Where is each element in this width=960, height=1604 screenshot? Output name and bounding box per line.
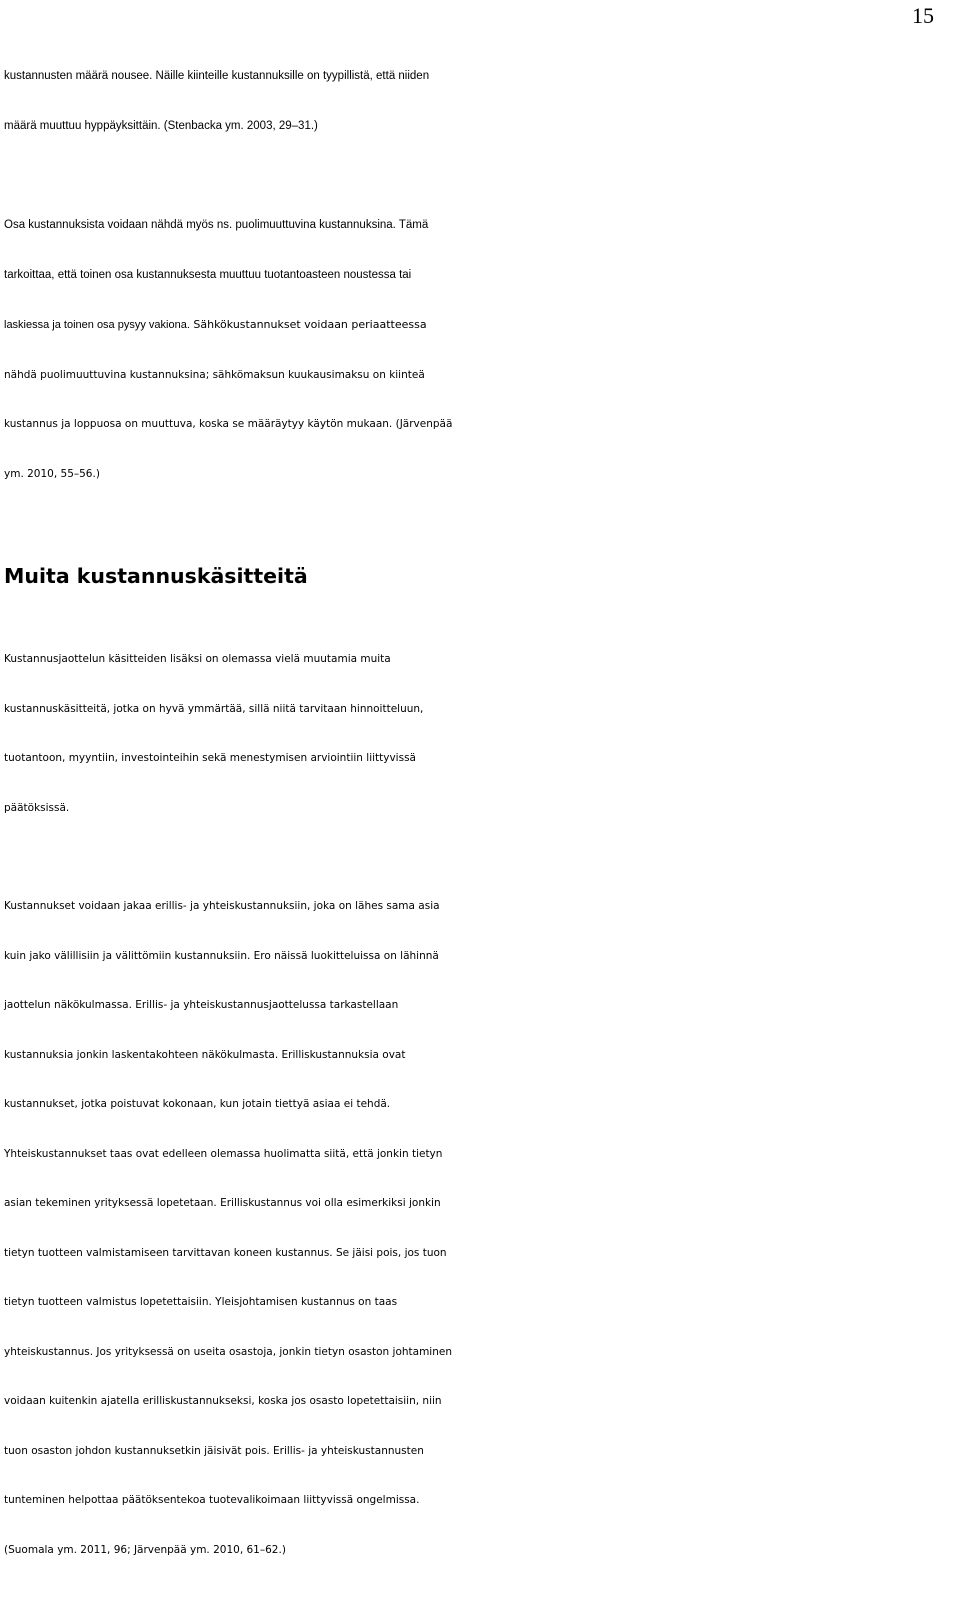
text-line: Kustannukset voidaan jakaa erillis- ja yhteiskustannuksiin, joka on lähes sama asia xyxy=(4,900,440,912)
section-heading: Muita kustannuskäsitteitä xyxy=(4,564,308,588)
text-line: voidaan kuitenkin ajatella erilliskustannukseksi, koska jos osasto lopetettaisiin, niin xyxy=(4,1395,442,1407)
paragraph-other-cost-concepts xyxy=(4,635,944,833)
text-line: ym. 2010, 55–56.) xyxy=(4,467,100,480)
text-line: kustannuskäsitteitä, jotka on hyvä ymmärtää, sillä niitä tarvitaan hinnoitteluun, xyxy=(4,702,424,715)
paragraph-separate-joint-costs xyxy=(4,882,944,1575)
text-segment: laskiessa ja toinen osa pysyy vakiona. xyxy=(4,319,190,331)
page-number: 15 xyxy=(912,3,934,28)
text-line: tietyn tuotteen valmistamiseen tarvittavan koneen kustannus. Se jäisi pois, jos tuon xyxy=(4,1246,447,1259)
text-line: tietyn tuotteen valmistus lopetettaisiin. Yleisjohtamisen kustannus on taas xyxy=(4,1296,398,1308)
text-line: (Suomala ym. 2011, 96; Järvenpää ym. 2010, 61–62.) xyxy=(4,1543,286,1556)
text-line: kuin jako välillisiin ja välittömiin kustannuksiin. Ero näissä luokitteluissa on lähinnä xyxy=(4,949,439,962)
text-line: tuotantoon, myyntiin, investointeihin sekä menestymisen arviointiin liittyvissä xyxy=(4,752,416,764)
text-line: Osa kustannuksista voidaan nähdä myös ns. puolimuuttuvina kustannuksina. Tämä xyxy=(4,219,429,231)
text-line: määrä muuttuu hyppäyksittäin. (Stenbacka ym. 2003, 29–31.) xyxy=(4,119,318,132)
text-line: nähdä puolimuuttuvina kustannuksina; sähkömaksun kuukausimaksu on kiinteä xyxy=(4,368,425,381)
text-line: Kustannusjaottelun käsitteiden lisäksi on olemassa vielä muutamia muita xyxy=(4,653,391,665)
text-line: kustannuksia jonkin laskentakohteen näkökulmasta. Erilliskustannuksia ovat xyxy=(4,1048,406,1061)
text-line-mixed xyxy=(4,300,944,351)
paragraph-fixed-costs xyxy=(4,52,944,151)
text-segment: Sähkökustannukset voidaan periaatteessa xyxy=(189,318,427,331)
text-line: kustannus ja loppuosa on muuttuva, koska se määräytyy käytön mukaan. (Järvenpää xyxy=(4,418,453,430)
text-line: tuon osaston johdon kustannuksetkin jäisivät pois. Erillis- ja yhteiskustannusten xyxy=(4,1444,424,1457)
paragraph-semi-variable-costs xyxy=(4,201,944,499)
text-line: päätöksissä. xyxy=(4,801,70,814)
text-line: Yhteiskustannukset taas ovat edelleen olemassa huolimatta siitä, että jonkin tietyn xyxy=(4,1147,443,1160)
text-line: kustannukset, jotka poistuvat kokonaan, kun jotain tiettyä asiaa ei tehdä. xyxy=(4,1098,391,1110)
text-line: tarkoittaa, että toinen osa kustannuksesta muuttuu tuotantoasteen noustessa tai xyxy=(4,268,412,281)
text-line: yhteiskustannus. Jos yrityksessä on useita osastoja, jonkin tietyn osaston johtaminen xyxy=(4,1345,452,1358)
text-line: jaottelun näkökulmassa. Erillis- ja yhteiskustannusjaottelussa tarkastellaan xyxy=(4,999,399,1011)
text-line: tunteminen helpottaa päätöksentekoa tuotevalikoimaan liittyvissä ongelmissa. xyxy=(4,1494,420,1506)
text-line: asian tekeminen yrityksessä lopetetaan. Erilliskustannus voi olla esimerkiksi jonkin xyxy=(4,1197,441,1209)
text-line: kustannusten määrä nousee. Näille kiinteille kustannuksille on tyypillistä, että niiden xyxy=(4,70,430,82)
